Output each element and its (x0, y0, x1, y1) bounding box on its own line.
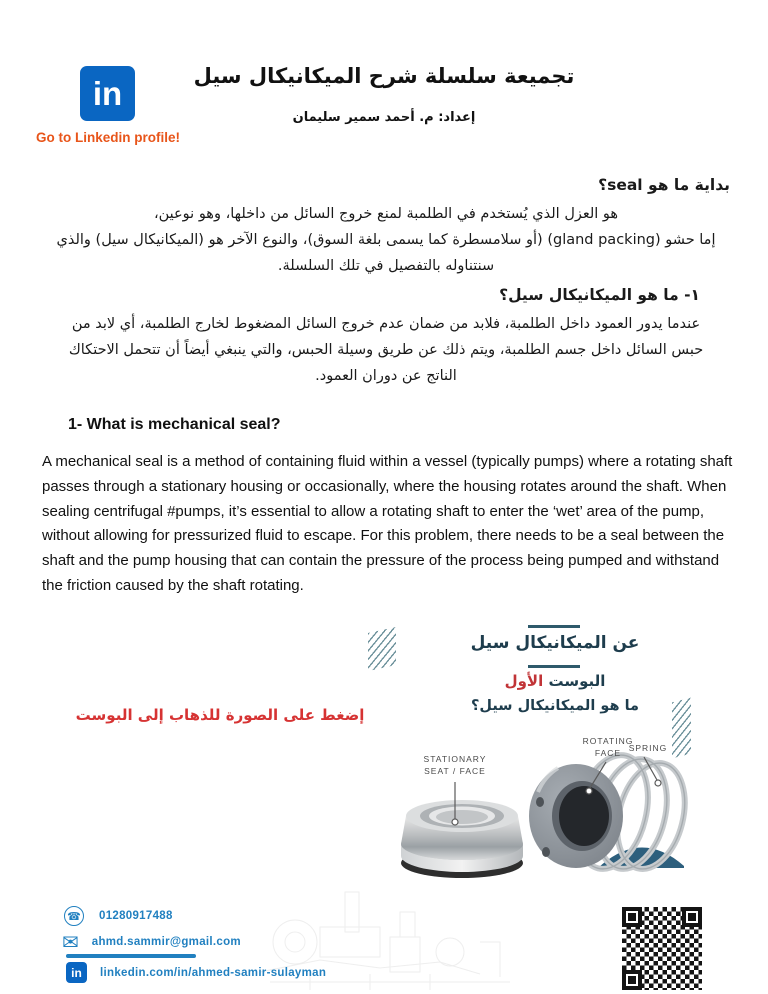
qr-finder-icon (682, 907, 702, 927)
rotating-face-part (529, 764, 623, 868)
email-row (62, 932, 241, 952)
linkedin-logo-icon[interactable]: in (80, 66, 135, 121)
arabic-intro-heading: بداية ما هو seal؟ (598, 176, 730, 194)
hatch-decoration-icon (368, 627, 396, 671)
phone-row (64, 906, 173, 926)
flyer-series-title: عن الميكانيكال سيل (470, 633, 640, 653)
email-address[interactable]: ahmd.sammir@gmail.com (91, 936, 241, 948)
qr-finder-icon (622, 907, 642, 927)
arabic-intro-line: سنتناوله بالتفصيل في تلك السلسلة. (277, 258, 495, 274)
arabic-intro-section (42, 176, 730, 279)
flyer-mid-rule (528, 665, 580, 668)
arabic-section-1-heading: ١- ما هو الميكانيكال سيل؟ (499, 286, 700, 304)
page-title: تجميعة سلسلة شرح الميكانيكال سيل (193, 64, 575, 88)
linkedin-profile-link[interactable]: Go to Linkedin profile! (36, 130, 180, 145)
click-image-instruction: إضغط على الصورة للذهاب إلى البوست (75, 706, 365, 724)
linkedin-row (66, 962, 326, 983)
rotating-face-label: ROTATING FACE (582, 736, 634, 758)
arabic-section-1-line: الناتج عن دوران العمود. (315, 368, 457, 384)
arabic-intro-line: هو العزل الذي يُستخدم في الطلمبة لمنع خروج السائل من داخلها، وهو نوعين، (153, 206, 619, 222)
contact-divider (66, 954, 196, 958)
page-subtitle: إعداد: م. أحمد سمير سليمان (292, 110, 476, 125)
english-section-heading: 1- What is mechanical seal? (68, 416, 281, 433)
linkedin-small-icon: in (66, 962, 87, 983)
envelope-icon: ✉ (62, 930, 79, 954)
arabic-intro-line: إما حشو (gland packing) (أو سلامسطرة كما يسمى بلغة السوق)، والنوع الآخر هو (الميكانيكال سيل) والذي (56, 232, 716, 248)
arabic-section-1 (42, 286, 730, 389)
mechanical-seal-post-image[interactable] (360, 616, 708, 890)
flyer-top-rule (528, 625, 580, 628)
flyer-post-question: ما هو الميكانيكال سيل؟ (471, 698, 639, 714)
qr-code (622, 907, 702, 990)
arabic-section-1-line: عندما يدور العمود داخل الطلمبة، فلابد من ضمان عدم خروج السائل المضغوط لخارج الطلمبة، أي لابد من (71, 316, 701, 332)
phone-number: 01280917488 (99, 910, 173, 922)
flyer-post-number: الأول (504, 672, 544, 690)
stationary-seat-part (401, 800, 523, 878)
linkedin-profile-url[interactable]: linkedin.com/in/ahmed-samir-sulayman (100, 966, 327, 979)
phone-icon: ☎ (64, 906, 84, 926)
qr-finder-icon (622, 970, 642, 990)
english-section-paragraph: A mechanical seal is a method of containing fluid within a vessel (typically pumps) where a rotating shaft passes through a stationary housing or occasionally, where the housing rotates around the shaft. When sealing centrifugal #pumps, it’s essential to allow a rotating shaft to enter the ‘wet’ area of the pump, without allowing for pressurized fluid to escape. For this problem, there needs to be a seal between the shaft and the pump housing that can contain the pressure of the process being pumped and withstand the friction caused by the shaft rotating. (42, 453, 733, 594)
stationary-seat-label: STATIONARY SEAT / FACE (423, 754, 487, 776)
spring-label: SPRING (628, 743, 668, 753)
arabic-section-1-line: حبس السائل داخل جسم الطلمبة، ويتم ذلك عن طريق وسيلة الحبس، والتي ينبغي أيضاً أن تتحمل الاحتكاك (68, 342, 704, 358)
flyer-post-label: البوست الأول (504, 672, 606, 690)
